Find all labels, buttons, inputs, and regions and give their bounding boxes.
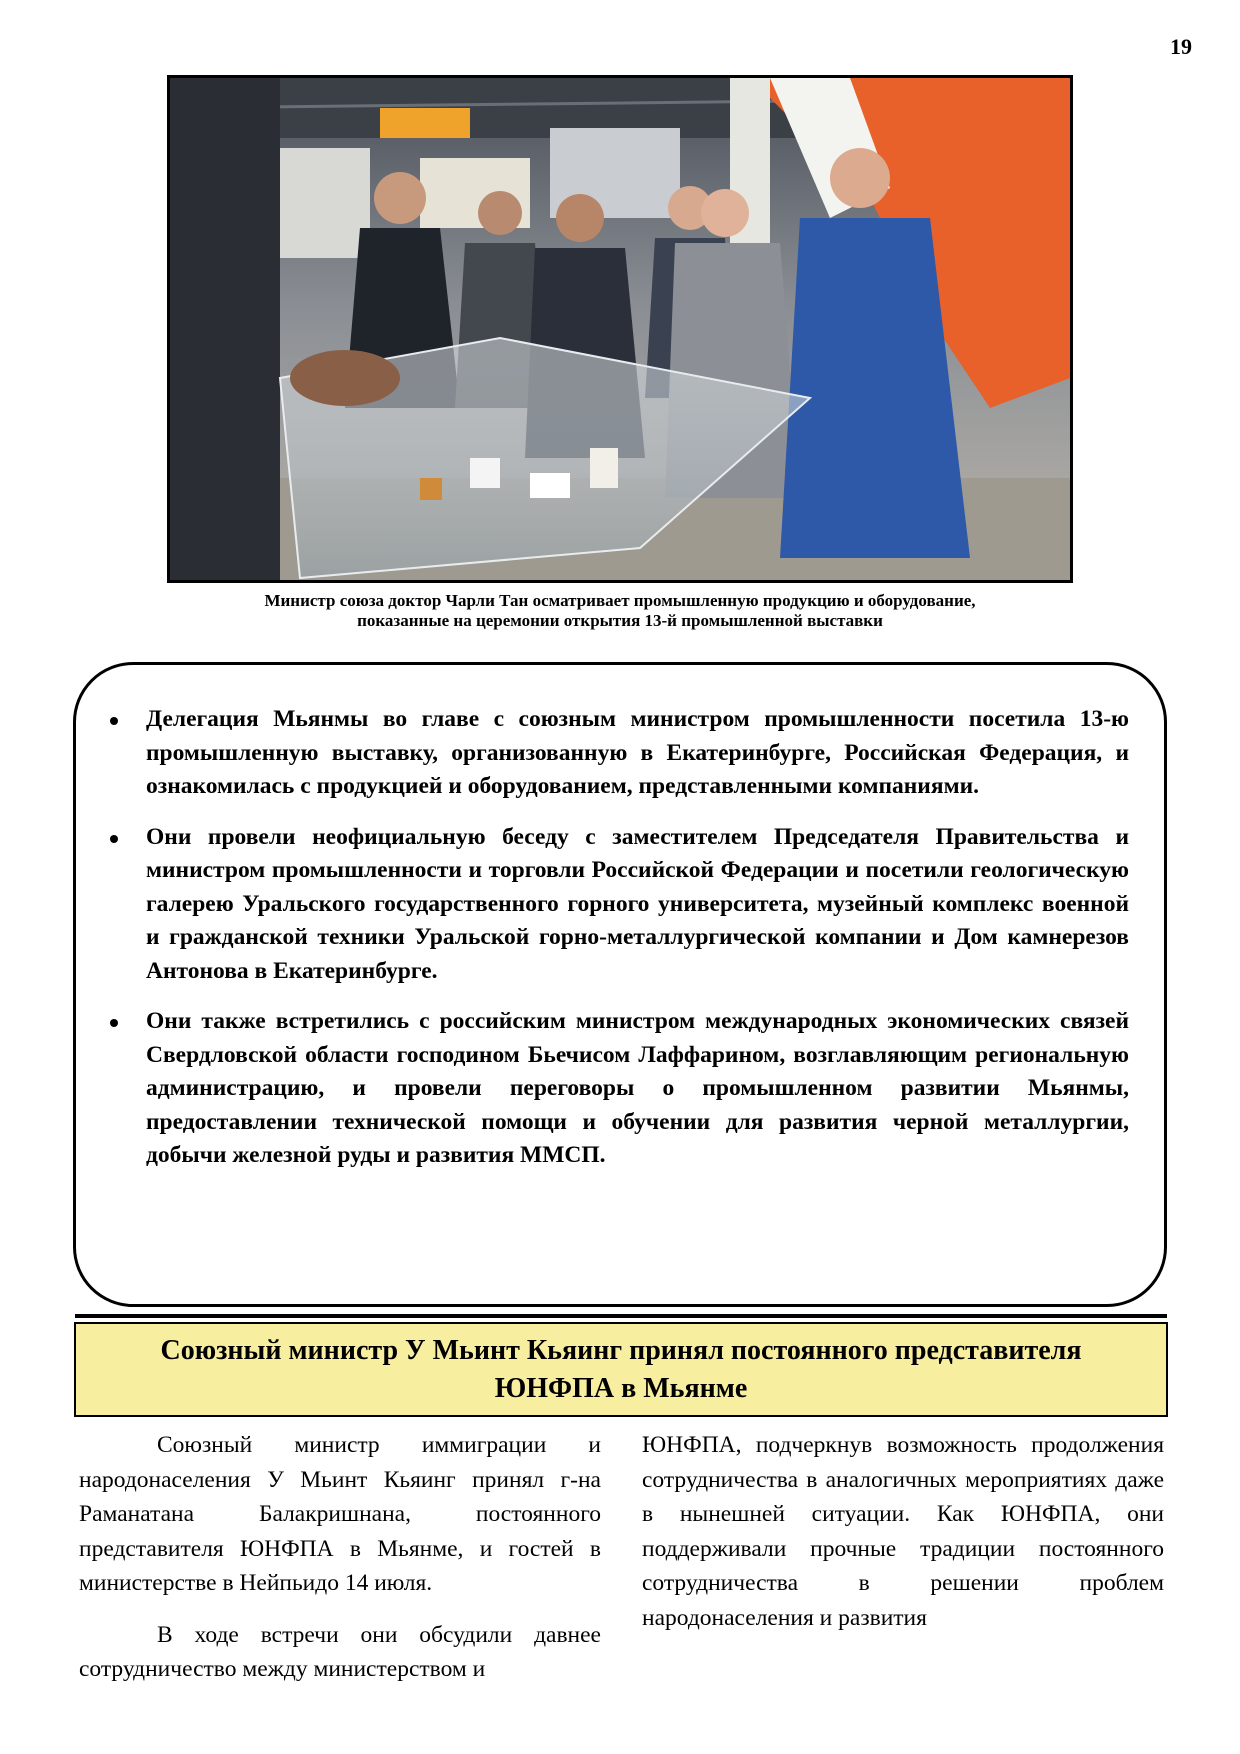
- highlight-item: [146, 703, 1129, 804]
- article-paragraph: В ходе встречи они обсудили давнее сотрудничество между министерством и: [79, 1621, 601, 1682]
- bullet-icon: [110, 835, 118, 843]
- photo-caption-line-1: Министр союза доктор Чарли Тан осматривает промышленную продукцию и оборудование,: [264, 591, 976, 610]
- highlights-list: [146, 703, 1129, 1190]
- article-title-box: [74, 1322, 1168, 1417]
- bullet-icon: [110, 717, 118, 725]
- article-column-right: [642, 1428, 1164, 1652]
- page-number: 19: [1170, 34, 1192, 59]
- highlight-item: [146, 821, 1129, 989]
- highlight-text: Они провели неофициальную беседу с заместителем Председателя Правительства и министром промышленности и торговли Российской Федерации и посетили геологическую галерею Уральского государственного горного университета, музейный комплекс военной и гражданской техники Уральской горно-металлургической компании и Дом камнерезов Антонова в Екатеринбурге.: [146, 823, 1129, 984]
- highlights-box: [73, 662, 1167, 1307]
- photo-caption: [150, 591, 1090, 631]
- bullet-icon: [110, 1019, 118, 1027]
- article-title: Союзный министр У Мьинт Кьяинг принял постоянного представителя ЮНФПА в Мьянме: [160, 1334, 1082, 1404]
- article-paragraph: Союзный министр иммиграции и народонаселения У Мьинт Кьяинг принял г-на Раманатана Балакришнана, постоянного представителя ЮНФПА в Мьянме, и гостей в министерстве в Нейпьидо 14 июля.: [79, 1432, 601, 1596]
- highlight-item: [146, 1005, 1129, 1173]
- highlight-text: Они также встретились с российским министром международных экономических связей Свердловской области господином Бьечисом Лаффарином, возглавляющим региональную администрацию, и провели переговоры о промышленном развитии Мьянмы, предоставлении технической помощи и обучении для развития черной металлургии, добычи железной руды и развития ММСП.: [146, 1008, 1129, 1168]
- exhibition-photo: [167, 75, 1073, 583]
- article-paragraph: ЮНФПА, подчеркнув возможность продолжения сотрудничества в аналогичных мероприятиях даже в нынешней ситуации. Как ЮНФПА, они поддерживали прочные традиции постоянного сотрудничества в решении проблем народонаселения и развития: [642, 1432, 1164, 1631]
- section-divider: [75, 1314, 1167, 1318]
- photo-caption-line-2: показанные на церемонии открытия 13-й промышленной выставки: [357, 611, 883, 630]
- article-column-left: [79, 1428, 601, 1704]
- exhibition-photo-illustration: [170, 78, 1070, 580]
- highlight-text: Делегация Мьянмы во главе с союзным министром промышленности посетила 13-ю промышленную выставку, организованную в Екатеринбурге, Российская Федерация, и ознакомилась с продукцией и оборудованием, представленными компаниями.: [146, 706, 1129, 799]
